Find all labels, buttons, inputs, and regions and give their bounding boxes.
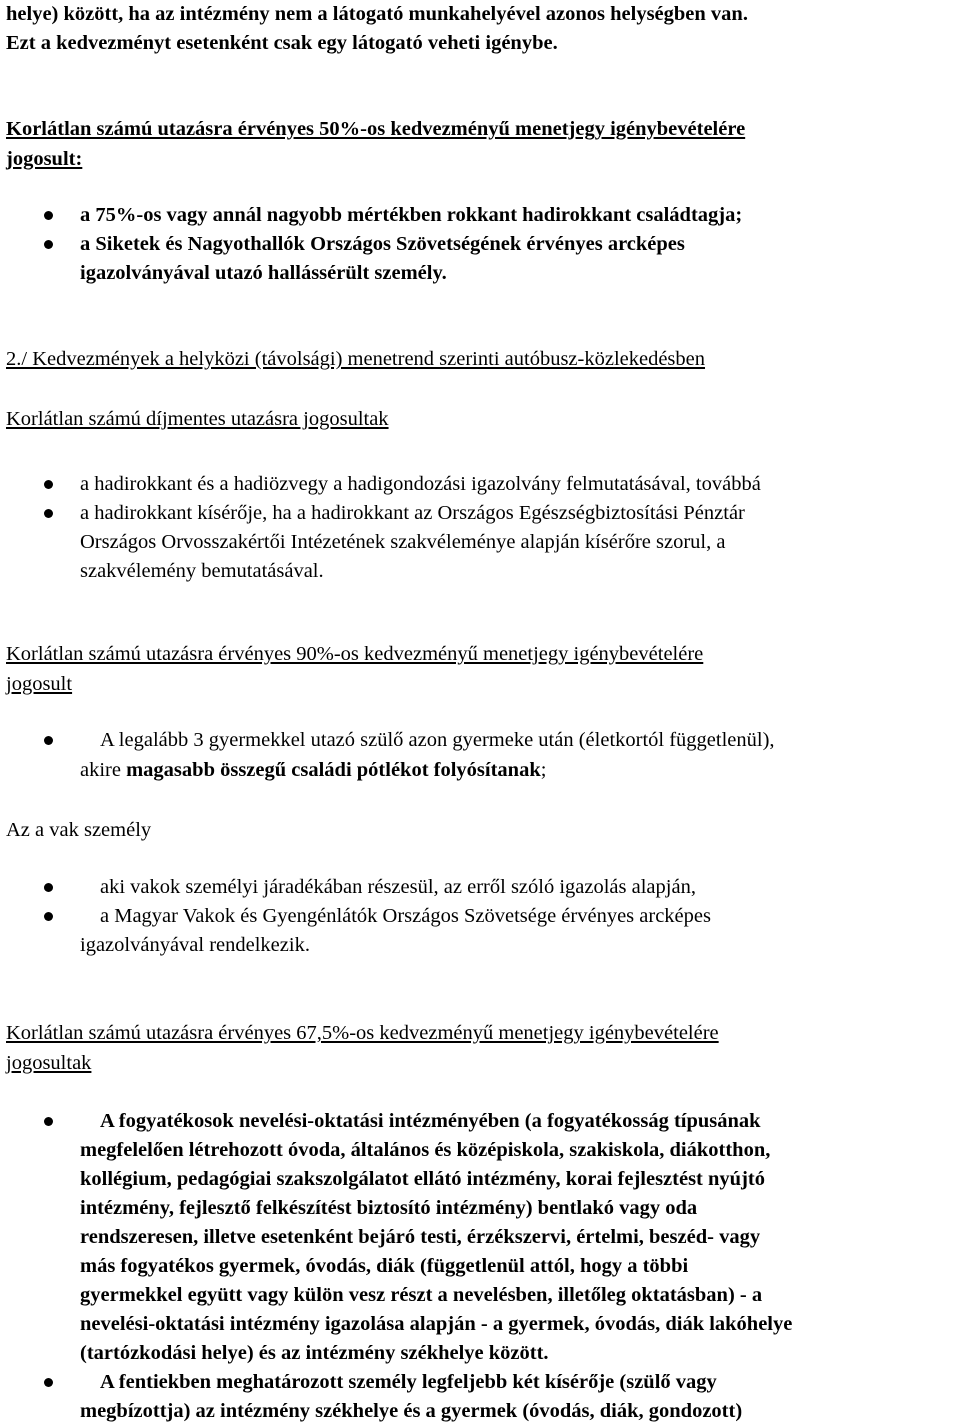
- list-item: a 75%-os vagy annál nagyobb mértékben rokkant hadirokkant családtagja;: [80, 204, 743, 226]
- list-item-cont: igazolványával rendelkezik.: [80, 934, 310, 956]
- list-item-cont: Országos Orvosszakértői Intézetének szakvéleménye alapján kísérőre szorul, a: [80, 531, 726, 553]
- section-subtitle: Korlátlan számú díjmentes utazásra jogosultak: [6, 408, 389, 430]
- list-item: A fentiekben meghatározott személy legfeljebb két kísérője (szülő vagy: [100, 1371, 717, 1393]
- list-item-cont: (tartózkodási helye) és az intézmény székhelye között.: [80, 1342, 549, 1364]
- list-item: A fogyatékosok nevelési-oktatási intézményében (a fogyatékosság típusának: [100, 1110, 761, 1132]
- list-item: A legalább 3 gyermekkel utazó szülő azon gyermeke után (életkortól függetlenül),: [100, 729, 775, 751]
- list-item-emphasis: magasabb összegű családi pótlékot folyósítanak: [126, 759, 541, 781]
- paragraph-line: Ezt a kedvezményt esetenként csak egy látogató veheti igénybe.: [6, 32, 558, 54]
- bullet-icon: [44, 912, 53, 921]
- section-heading-90-cont: jogosult: [6, 673, 73, 695]
- bullet-icon: [44, 509, 53, 518]
- list-item-text: akire: [80, 759, 127, 781]
- list-item-cont: megfelelően létrehozott óvoda, általános és középiskola, szakiskola, diákotthon,: [80, 1139, 771, 1161]
- list-item: aki vakok személyi járadékában részesül, az erről szóló igazolás alapján,: [100, 876, 696, 898]
- section-heading-67-cont: jogosultak: [6, 1052, 92, 1074]
- bullet-icon: [44, 240, 53, 249]
- list-item: a hadirokkant kísérője, ha a hadirokkant az Országos Egészségbiztosítási Pénztár: [80, 502, 745, 524]
- list-item-cont: rendszeresen, illetve esetenként bejáró testi, érzékszervi, értelmi, beszéd- vagy: [80, 1226, 761, 1248]
- section-heading-90: Korlátlan számú utazásra érvényes 90%-os kedvezményű menetjegy igénybevételére: [6, 643, 704, 665]
- list-item-cont: szakvélemény bemutatásával.: [80, 560, 324, 582]
- bullet-icon: [44, 480, 53, 489]
- bullet-icon: [44, 883, 53, 892]
- section-heading-50-cont: jogosult:: [6, 148, 83, 170]
- list-item: a hadirokkant és a hadiözvegy a hadigondozási igazolvány felmutatásával, továbbá: [80, 473, 761, 495]
- list-item: a Magyar Vakok és Gyengénlátók Országos Szövetsége érvényes arcképes: [100, 905, 711, 927]
- list-item-text: ;: [540, 759, 547, 781]
- bullet-icon: [44, 1117, 53, 1126]
- list-item-cont: intézmény, fejlesztő felkészítést biztosító intézmény) bentlakó vagy oda: [80, 1197, 698, 1219]
- list-item-cont: nevelési-oktatási intézmény igazolása alapján - a gyermek, óvodás, diák lakóhelye: [80, 1313, 793, 1335]
- list-item-cont: [80, 756, 546, 785]
- section-heading-50: Korlátlan számú utazásra érvényes 50%-os kedvezményű menetjegy igénybevételére: [6, 118, 746, 140]
- bullet-icon: [44, 736, 53, 745]
- section-heading-67: Korlátlan számú utazásra érvényes 67,5%-os kedvezményű menetjegy igénybevételére: [6, 1022, 719, 1044]
- list-item-cont: igazolványával utazó hallássérült személy.: [80, 262, 447, 284]
- list-item-cont: más fogyatékos gyermek, óvodás, diák (függetlenül attól, hogy a többi: [80, 1255, 689, 1277]
- bullet-icon: [44, 1378, 53, 1387]
- paragraph-line: helye) között, ha az intézmény nem a látogató munkahelyével azonos helységben van.: [6, 3, 748, 25]
- list-item: a Siketek és Nagyothallók Országos Szövetségének érvényes arcképes: [80, 233, 685, 255]
- list-item-cont: gyermekkel együtt vagy külön vesz részt a nevelésben, illetőleg oktatásban) - a: [80, 1284, 763, 1306]
- list-item-cont: kollégium, pedagógiai szakszolgálatot ellátó intézmény, korai fejlesztést nyújtó: [80, 1168, 765, 1190]
- section-heading-blind: Az a vak személy: [6, 819, 152, 841]
- bullet-icon: [44, 211, 53, 220]
- list-item-cont: megbízottja) az intézmény székhelye és a gyermek (óvodás, diák, gondozott): [80, 1400, 743, 1422]
- section-title: 2./ Kedvezmények a helyközi (távolsági) menetrend szerinti autóbusz-közlekedésben: [6, 348, 706, 370]
